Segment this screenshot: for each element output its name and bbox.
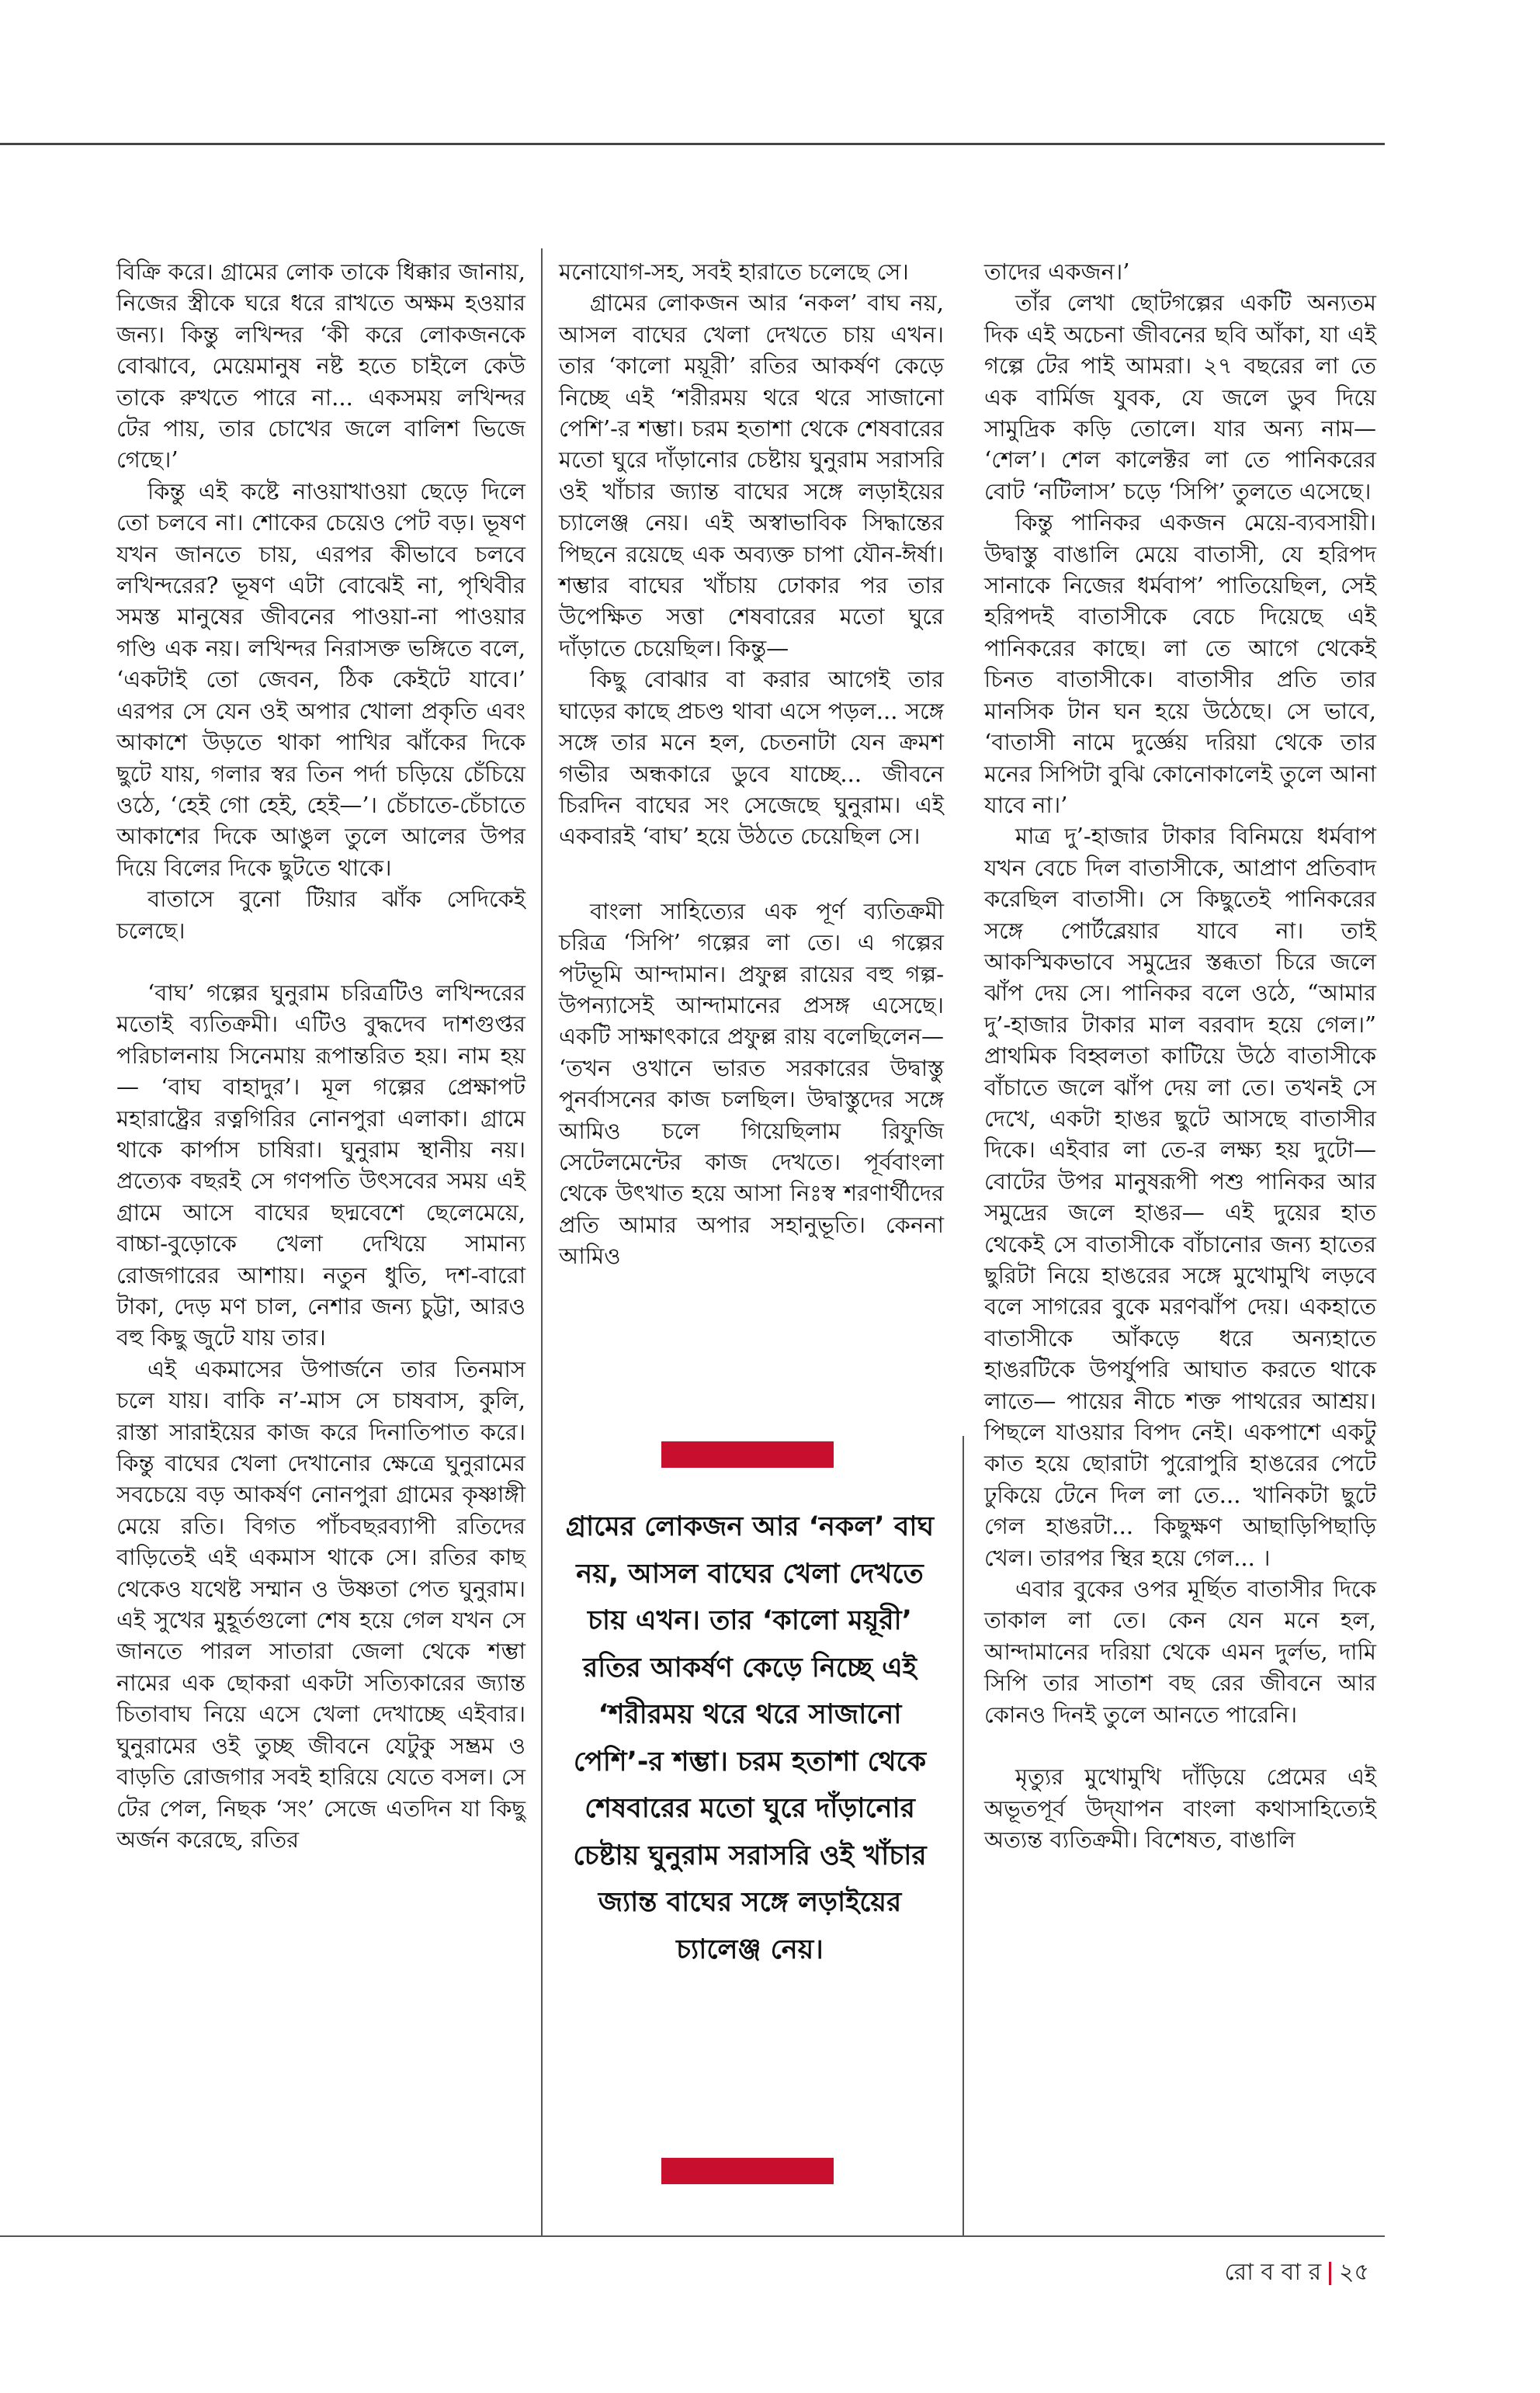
column-1 [116, 256, 525, 1855]
bottom-rule [0, 2235, 1385, 2237]
column-divider [541, 248, 543, 2235]
column-3 [984, 256, 1376, 1855]
pull-quote [560, 1441, 940, 2184]
publication-name: রো ব বা র [1224, 2259, 1322, 2286]
top-rule [0, 143, 1385, 145]
paragraph: ‘বাঘ’ গল্পের ঘুনুরাম চরিত্রটিও লখিন্দরের মতোই ব্যতিক্রমী। এটিও বুদ্ধদেব দাশগুপ্তর পরিচালনায় সিনেমায় রূপান্তরিত হয়। নাম হয়— ‘বাঘ বাহাদুর’। মূল গল্পের প্রেক্ষাপট মহারাষ্ট্রের রত্নগিরির নোনপুরা এলাকা। গ্রামে থাকে কার্পাস চাষিরা। ঘুনুরাম স্থানীয় নয়। প্রত্যেক বছরই সে গণপতি উৎসবের সময় এই গ্রামে আসে বাঘের ছদ্মবেশে ছেলেমেয়ে, বাচ্চা-বুড়োকে খেলা দেখিয়ে সামান্য রোজগারের আশায়। নতুন ধুতি, দশ-বারো টাকা, দেড় মণ চাল, নেশার জন্য চুট্টা, আরও বহু কিছু জুটে যায় তার। [116, 979, 525, 1351]
paragraph: মাত্র দু’-হাজার টাকার বিনিময়ে ধর্মবাপ যখন বেচে দিল বাতাসীকে, আপ্রাণ প্রতিবাদ করেছিল বাতাসী। সে কিছুতেই পানিকরের সঙ্গে পোর্টব্লেয়ার যাবে না। তাই আকস্মিকভাবে সমুদ্রের স্তব্ধতা চিরে জলে ঝাঁপ দেয় সে। পানিকর বলে ওঠে, “আমার দু’-হাজার টাকার মাল বরবাদ হয়ে গেল।” প্রাথমিক বিহ্বলতা কাটিয়ে উঠে বাতাসীকে বাঁচাতে জলে ঝাঁপ দেয় লা তে। তখনই সে দেখে, একটা হাঙর ছুটে আসছে বাতাসীর দিকে। এইবার লা তে-র লক্ষ্য হয় দুটো— বোটের উপর মানুষরূপী পশু পানিকর আর সমুদ্রের জলে হাঙর— এই দুয়ের হাত থেকেই সে বাতাসীকে বাঁচানোর জন্য হাতের ছুরিটা নিয়ে হাঙরের সঙ্গে মুখোমুখি লড়বে বলে সাগরের বুকে মরণঝাঁপ দেয়। একহাতে বাতাসীকে আঁকড়ে ধরে অন্যহাতে হাঙরটিকে উপর্যুপরি আঘাত করতে থাকে লাতে— পায়ের নীচে শক্ত পাথরের আশ্রয়। পিছলে যাওয়ার বিপদ নেই। একপাশে একটু কাত হয়ে ছোরাটা পুরোপুরি হাঙরের পেটে ঢুকিয়ে টেনে দিল লা তে... খানিকটা ছুটে গেল হাঙরটা... কিছুক্ষণ আছাড়িপিছাড়ি খেল। তারপর স্থির হয়ে গেল... । [984, 823, 1376, 1571]
paragraph: মনোযোগ-সহ, সবই হারাতে চলেছে সে। [559, 258, 909, 285]
paragraph: বাংলা সাহিত্যের এক পূর্ণ ব্যতিক্রমী চরিত্র ‘সিপি’ গল্পের লা তে। এ গল্পের পটভূমি আন্দামান। প্রফুল্ল রায়ের বহু গল্প-উপন্যাসেই আন্দামানের প্রসঙ্গ এসেছে। একটি সাক্ষাৎকারে প্রফুল্ল রায় বলেছিলেন— ‘তখন ওখানে ভারত সরকারের উদ্বাস্তু পুনর্বাসনের কাজ চলছিল। উদ্বাস্তুদের সঙ্গে আমিও চলে গিয়েছিলাম রিফুজি সেটেলমেন্টের কাজ দেখতে। পূর্ববাংলা থেকে উৎখাত হয়ে আসা নিঃস্ব শরণার্থীদের প্রতি আমার অপার সহানুভূতি। কেননা আমিও [559, 897, 944, 1270]
paragraph: মৃত্যুর মুখোমুখি দাঁড়িয়ে প্রেমের এই অভূতপূর্ব উদ্‌যাপন বাংলা কথাসাহিত্যেই অত্যন্ত ব্যতিক্রমী। বিশেষত, বাঙালি [984, 1764, 1376, 1853]
paragraph: তাঁর লেখা ছোটগল্পের একটি অন্যতম দিক এই অচেনা জীবনের ছবি আঁকা, যা এই গল্পে টের পাই আমরা। ২৭ বছরের লা তে এক বার্মিজ যুবক, যে জলে ডুব দিয়ে সামুদ্রিক কড়ি তোলে। যার অন্য নাম— ‘শেল’। শেল কালেক্টর লা তে পানিকরের বোট ‘নটিলাস’ চড়ে ‘সিপি’ তুলতে এসেছে। [984, 290, 1376, 505]
pull-quote-bottom-bar [661, 2158, 834, 2184]
paragraph: এই একমাসের উপার্জনে তার তিনমাস চলে যায়। বাকি ন’-মাস সে চাষবাস, কুলি, রাস্তা সারাইয়ের কাজ করে দিনাতিপাত করে। কিন্তু বাঘের খেলা দেখানোর ক্ষেত্রে ঘুনুরামের সবচেয়ে বড় আকর্ষণ নোনপুরা গ্রামের কৃষ্ণাঙ্গী মেয়ে রতি। বিগত পাঁচবছরব্যাপী রতিদের বাড়িতেই এই একমাস থাকে সে। রতির কাছ থেকেও যথেষ্ট সম্মান ও উষ্ণতা পেত ঘুনুরাম। এই সুখের মুহূর্তগুলো শেষ হয়ে গেল যখন সে জানতে পারল সাতারা জেলা থেকে শম্ভা নামের এক ছোকরা একটা সত্যিকারের জ্যান্ত চিতাবাঘ নিয়ে এসে খেলা দেখাচ্ছে এইবার। ঘুনুরামের ওই তুচ্ছ জীবনে যেটুকু সম্ভ্রম ও বাড়তি রোজগার সবই হারিয়ে যেতে বসল। সে টের পেল, নিছক ‘সং’ সেজে এতদিন যা কিছু অর্জন করেছে, রতির [116, 1355, 525, 1853]
pull-quote-text: গ্রামের লোকজন আর ‘নকল’ বাঘ নয়, আসল বাঘের খেলা দেখতে চায় এখন। তার ‘কালো ময়ূরী’ রতির আকর্ষণ কেড়ে নিচ্ছে এই ‘শরীরময় থরে থরে সাজানো পেশি’-র শম্ভা। চরম হতাশা থেকে শেষবারের মতো ঘুরে দাঁড়ানোর চেষ্টায় ঘুনুরাম সরাসরি ওই খাঁচার জ্যান্ত বাঘের সঙ্গে লড়াইয়ের চ্যালেঞ্জ নেয়। [565, 1511, 935, 1965]
column-divider [962, 1436, 964, 2235]
page-footer [1225, 2253, 1369, 2293]
paragraph: এবার বুকের ওপর মূর্ছিত বাতাসীর দিকে তাকাল লা তে। কেন যেন মনে হল, আন্দামানের দরিয়া থেকে এমন দুর্লভ, দামি সিপি তার সাতাশ বছ রের জীবনে আর কোনও দিনই তুলে আনতে পারেনি। [984, 1576, 1376, 1728]
paragraph: বিক্রি করে। গ্রামের লোক তাকে ধিক্কার জানায়, নিজের স্ত্রীকে ঘরে ধরে রাখতে অক্ষম হওয়ার জন্য। কিন্তু লখিন্দর ‘কী করে লোকজনকে বোঝাবে, মেয়েমানুষ নষ্ট হতে চাইলে কেউ তাকে রুখতে পারে না... একসময় লখিন্দর টের পায়, তার চোখের জলে বালিশ ভিজে গেছে।’ [116, 258, 525, 473]
paragraph: বাতাসে বুনো টিয়ার ঝাঁক সেদিকেই চলেছে। [116, 886, 525, 944]
page-number: ২৫ [1339, 2259, 1369, 2286]
paragraph: কিন্তু এই কষ্টে নাওয়াখাওয়া ছেড়ে দিলে তো চলবে না। শোকের চেয়েও পেট বড়। ভূষণ যখন জানতে চায়, এরপর কীভাবে চলবে লখিন্দরের? ভূষণ এটা বোঝেই না, পৃথিবীর সমস্ত মানুষের জীবনের পাওয়া-না পাওয়ার গণ্ডি এক নয়। লখিন্দর নিরাসক্ত ভঙ্গিতে বলে, ‘একটাই তো জেবন, ঠিক কেইটে যাবে।’ এরপর সে যেন ওই অপার খোলা প্রকৃতি এবং আকাশে উড়তে থাকা পাখির ঝাঁকের দিকে ছুটে যায়, গলার স্বর তিন পর্দা চড়িয়ে চেঁচিয়ে ওঠে, ‘হেই গো হেই, হেই—’। চেঁচাতে-চেঁচাতে আকাশের দিকে আঙুল তুলে আলের উপর দিয়ে বিলের দিকে ছুটতে থাকে। [116, 477, 525, 881]
column-2 [559, 256, 944, 1272]
paragraph: গ্রামের লোকজন আর ‘নকল’ বাঘ নয়, আসল বাঘের খেলা দেখতে চায় এখন। তার ‘কালো ময়ূরী’ রতির আকর্ষণ কেড়ে নিচ্ছে এই ‘শরীরময় থরে থরে সাজানো পেশি’-র শম্ভা। চরম হতাশা থেকে শেষবারের মতো ঘুরে দাঁড়ানোর চেষ্টায় ঘুনুরাম সরাসরি ওই খাঁচার জ্যান্ত বাঘের সঙ্গে লড়াইয়ের চ্যালেঞ্জ নেয়। এই অস্বাভাবিক সিদ্ধান্তের পিছনে রয়েছে এক অব্যক্ত চাপা যৌন-ঈর্ষা। শম্ভার বাঘের খাঁচায় ঢোকার পর তার উপেক্ষিত সত্তা শেষবারের মতো ঘুরে দাঁড়াতে চেয়েছিল। কিন্তু— [559, 290, 944, 661]
paragraph: কিছু বোঝার বা করার আগেই তার ঘাড়ের কাছে প্রচণ্ড থাবা এসে পড়ল... সঙ্গে সঙ্গে তার মনে হল, চেতনাটা যেন ক্রমশ গভীর অন্ধকারে ডুবে যাচ্ছে... জীবনে চিরদিন বাঘের সং সেজেছে ঘুনুরাম। এই একবারই ‘বাঘ’ হয়ে উঠতে চেয়েছিল সে। [559, 666, 944, 850]
footer-separator: | [1326, 2259, 1335, 2286]
paragraph: তাদের একজন।’ [984, 258, 1130, 285]
paragraph: কিন্তু পানিকর একজন মেয়ে-ব্যবসায়ী। উদ্বাস্তু বাঙালি মেয়ে বাতাসী, যে হরিপদ সানাকে নিজের ধর্মবাপ’ পাতিয়েছিল, সেই হরিপদই বাতাসীকে বেচে দিয়েছে এই পানিকরের কাছে। লা তে আগে থেকেই চিনত বাতাসীকে। বাতাসীর প্রতি তার মানসিক টান ঘন হয়ে উঠেছে। সে ভাবে, ‘বাতাসী নামে দুর্জ্ঞেয় দরিয়া থেকে তার মনের সিপিটা বুঝি কোনোকালেই তুলে আনা যাবে না।’ [984, 509, 1376, 818]
pull-quote-top-bar [661, 1441, 834, 1468]
